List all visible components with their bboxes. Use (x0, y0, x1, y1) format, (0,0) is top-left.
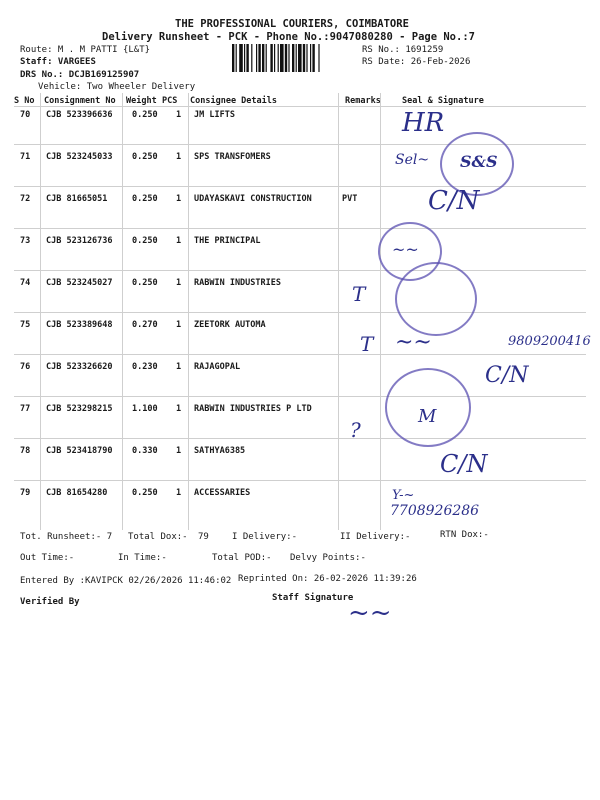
row-sno: 71 (20, 152, 31, 162)
verified-by: Verified By (20, 597, 80, 607)
barcode-bar (246, 44, 248, 72)
barcode-bar (262, 44, 264, 72)
signature-78: C/N (440, 450, 488, 478)
row-consignment-no: CJB 523418790 (46, 446, 113, 456)
col-remarks: Remarks (345, 96, 381, 106)
company-stamp (395, 262, 477, 336)
total-dox-value: 79 (198, 532, 209, 542)
row-divider (14, 270, 586, 271)
row-divider (14, 312, 586, 313)
signature-79: Y-~ (392, 488, 415, 503)
runsheet-title: Delivery Runsheet - PCK - Phone No.:9047080280 - Page No.:7 (102, 31, 475, 43)
row-weight: 0.270 (132, 320, 158, 330)
barcode-bar (258, 44, 260, 72)
signature-73: ~~ (392, 240, 419, 259)
signature-76: C/N (485, 363, 529, 388)
row-weight: 0.250 (132, 278, 158, 288)
row-consignment-no: CJB 523396636 (46, 110, 113, 120)
total-pod: Total POD:- (212, 553, 272, 563)
row-consignment-no: CJB 81665051 (46, 194, 108, 204)
row-pcs: 1 (176, 194, 182, 204)
row-divider (14, 396, 586, 397)
barcode-bar (296, 44, 297, 72)
row-consignee: RABWIN INDUSTRIES (194, 278, 281, 288)
barcode-bar (278, 44, 279, 72)
staff-signature: ~~ (348, 598, 392, 628)
signature-75-initial: T (360, 332, 374, 356)
phone-75: 9809200416 (508, 334, 591, 349)
row-consignment-no: CJB 523126736 (46, 236, 113, 246)
barcode-bar (318, 44, 319, 72)
row-pcs: 1 (176, 236, 182, 246)
row-consignment-no: CJB 81654280 (46, 488, 108, 498)
staff-signature-label: Staff Signature (272, 593, 354, 603)
signature-74: T (352, 282, 366, 306)
barcode-bar (236, 44, 237, 72)
barcode-bar (266, 44, 267, 72)
i-delivery: I Delivery:- (232, 532, 298, 542)
header-rule (14, 106, 586, 107)
row-weight: 0.330 (132, 446, 158, 456)
barcode-bar (298, 44, 302, 72)
row-weight: 0.250 (132, 236, 158, 246)
drs-label: DRS No.: DCJB169125907 (20, 70, 140, 80)
barcode-bar (310, 44, 311, 72)
row-consignment-no: CJB 523298215 (46, 404, 113, 414)
row-weight: 0.230 (132, 362, 158, 372)
barcode-bar (270, 44, 272, 72)
signature-77: M (418, 406, 437, 427)
row-remarks: PVT (342, 194, 358, 204)
row-pcs: 1 (176, 446, 182, 456)
row-sno: 75 (20, 320, 31, 330)
row-divider (14, 228, 586, 229)
barcode-bar (239, 44, 243, 72)
row-consignee: THE PRINCIPAL (194, 236, 261, 246)
row-sno: 72 (20, 194, 31, 204)
ii-delivery: II Delivery:- (340, 532, 411, 542)
barcode-bar (244, 44, 245, 72)
row-divider (14, 354, 586, 355)
col-consignment: Consignment No (44, 96, 116, 106)
signature-70: HR (402, 108, 445, 138)
barcode (232, 44, 357, 74)
out-time: Out Time:- (20, 553, 75, 563)
row-weight: 0.250 (132, 488, 158, 498)
row-consignment-no: CJB 523389648 (46, 320, 113, 330)
col-sno: S No (14, 96, 35, 106)
barcode-bar (251, 44, 252, 72)
row-consignment-no: CJB 523245027 (46, 278, 113, 288)
row-pcs: 1 (176, 488, 182, 498)
col-seal-signature: Seal & Signature (402, 96, 484, 106)
col-pcs: PCS (162, 96, 178, 106)
signature-71: Sel~ (395, 152, 430, 168)
row-sno: 78 (20, 446, 31, 456)
tot-runsheet: Tot. Runsheet:- 7 (20, 532, 113, 542)
company-title: THE PROFESSIONAL COURIERS, COIMBATORE (175, 18, 409, 30)
row-consignee: SATHYA6385 (194, 446, 246, 456)
vehicle-label: Vehicle: Two Wheeler Delivery (38, 82, 196, 92)
row-pcs: 1 (176, 152, 182, 162)
barcode-bar (288, 44, 289, 72)
row-consignee: UDAYASKAVI CONSTRUCTION (194, 194, 312, 204)
rs-date: RS Date: 26-Feb-2026 (362, 57, 471, 67)
total-dox-label: Total Dox:- (128, 532, 188, 542)
rs-no: RS No.: 1691259 (362, 45, 444, 55)
row-sno: 74 (20, 278, 31, 288)
col-consignee: Consignee Details (190, 96, 277, 106)
row-sno: 70 (20, 110, 31, 120)
barcode-bar (292, 44, 294, 72)
row-divider (14, 438, 586, 439)
row-sno: 73 (20, 236, 31, 246)
row-weight: 0.250 (132, 194, 158, 204)
row-consignee: SPS TRANSFOMERS (194, 152, 271, 162)
barcode-bar (280, 44, 284, 72)
row-weight: 0.250 (132, 110, 158, 120)
signature-77-initial: ? (350, 418, 361, 442)
barcode-bar (274, 44, 275, 72)
barcode-bar (256, 44, 257, 72)
reprinted-on: Reprinted On: 26-02-2026 11:39:26 (238, 574, 417, 584)
row-pcs: 1 (176, 362, 182, 372)
row-pcs: 1 (176, 320, 182, 330)
in-time: In Time:- (118, 553, 167, 563)
signature-72: C/N (428, 186, 480, 216)
row-consignee: RAJAGOPAL (194, 362, 241, 372)
col-weight: Weight (126, 96, 157, 106)
row-sno: 77 (20, 404, 31, 414)
signature-75: ~~ (395, 330, 432, 355)
entered-by: Entered By :KAVIPCK 02/26/2026 11:46:02 (20, 576, 232, 586)
barcode-bar (285, 44, 287, 72)
barcode-bar (232, 44, 234, 72)
row-pcs: 1 (176, 404, 182, 414)
row-consignee: ZEETORK AUTOMA (194, 320, 266, 330)
row-sno: 79 (20, 488, 31, 498)
row-weight: 1.100 (132, 404, 158, 414)
barcode-bar (306, 44, 307, 72)
delvy-points: Delvy Points:- (290, 553, 366, 563)
row-consignment-no: CJB 523245033 (46, 152, 113, 162)
row-consignee: ACCESSARIES (194, 488, 251, 498)
barcode-bar (303, 44, 305, 72)
row-sno: 76 (20, 362, 31, 372)
staff-label: Staff: VARGEES (20, 57, 96, 67)
row-weight: 0.250 (132, 152, 158, 162)
route-label: Route: M . M PATTI {L&T} (20, 45, 151, 55)
row-divider (14, 480, 586, 481)
row-consignee: JM LIFTS (194, 110, 235, 120)
row-pcs: 1 (176, 278, 182, 288)
row-pcs: 1 (176, 110, 182, 120)
rtn-dox: RTN Dox:- (440, 530, 489, 540)
row-consignee: RABWIN INDUSTRIES P LTD (194, 404, 312, 414)
stamp-text: S&S (460, 152, 498, 171)
barcode-bar (312, 44, 314, 72)
phone-79: 7708926286 (390, 503, 480, 519)
row-consignment-no: CJB 523326620 (46, 362, 113, 372)
